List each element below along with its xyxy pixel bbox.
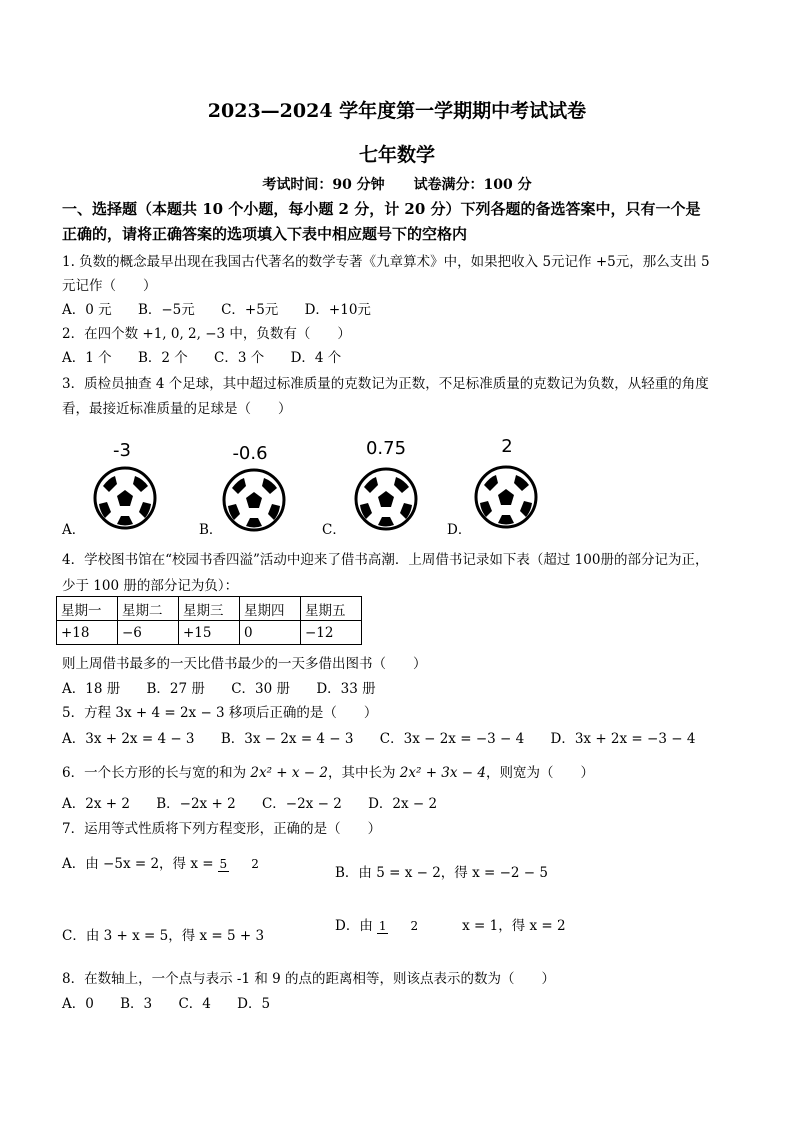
exam-meta <box>0 174 794 194</box>
q3-stem-line2: 看，最接近标准质量的足球是（ ） <box>62 401 292 417</box>
q2-option-d: D．4 个 <box>290 350 342 366</box>
fraction-denominator: 2 <box>410 919 419 933</box>
table-header-cell: 星期一 <box>57 597 118 621</box>
q2-option-b: B．2 个 <box>137 350 188 366</box>
q6-option-c: C．−2x − 2 <box>261 796 342 812</box>
q8-option-c: C．4 <box>178 996 211 1012</box>
q8-option-a: A．0 <box>62 996 94 1012</box>
q7-stem: 7．运用等式性质将下列方程变形，正确的是（ ） <box>62 821 382 837</box>
q1-option-c: C．+5元 <box>221 302 279 318</box>
table-header-cell: 星期二 <box>118 597 179 621</box>
q6-option-a: A．2x + 2 <box>62 796 130 812</box>
q4-option-b: B．27 册 <box>146 681 205 697</box>
exam-score: 试卷满分：100 分 <box>413 177 532 193</box>
section-heading-line2: 正确的，请将正确答案的选项填入下表中相应题号下的空格内 <box>62 225 468 243</box>
ball-b-option: B． <box>199 522 223 538</box>
q1-stem-line2: 元记作（ ） <box>62 278 157 294</box>
table-header-cell: 星期三 <box>179 597 240 621</box>
ball-c-option: C． <box>322 522 346 538</box>
q6-expr-length: 2x² + 3x − 4 <box>399 765 486 781</box>
q7-option-a-fraction <box>218 857 281 872</box>
exam-subtitle: 七年数学 <box>358 144 435 166</box>
q7-option-d-pre: D．由 <box>335 918 373 934</box>
q8-stem: 8．在数轴上，一个点与表示 -1 和 9 的点的距离相等，则该点表示的数为（ ） <box>62 971 555 987</box>
table-cell: −12 <box>301 621 362 645</box>
table-cell: −6 <box>118 621 179 645</box>
q7-option-d-fraction <box>377 919 440 934</box>
table-cell: 0 <box>240 621 301 645</box>
q8-option-b: B．3 <box>120 996 153 1012</box>
q6-option-b: B．−2x + 2 <box>156 796 236 812</box>
q4-option-d: D．33 册 <box>316 681 376 697</box>
q1-option-d: D．+10元 <box>304 302 371 318</box>
q7-option-d-post: x = 1，得 x = 2 <box>462 918 566 934</box>
q6-stem <box>62 761 594 781</box>
fraction-denominator: 2 <box>251 857 259 871</box>
q5-stem: 5．方程 3x + 4 = 2x − 3 移项后正确的是（ ） <box>62 705 378 721</box>
table-header-row <box>57 597 362 621</box>
q4-stem-line3: 则上周借书最多的一天比借书最少的一天多借出图书（ ） <box>62 656 427 672</box>
ball-a-value: -3 <box>113 440 131 461</box>
q6-options <box>62 792 459 812</box>
table-cell: +18 <box>57 621 118 645</box>
table-header-cell: 星期四 <box>240 597 301 621</box>
table-cell: +15 <box>179 621 240 645</box>
q6-suffix: ，则宽为（ ） <box>486 765 594 781</box>
ball-a-option: A． <box>62 522 86 538</box>
q6-prefix: 6．一个长方形的长与宽的和为 <box>62 765 251 781</box>
q8-option-d: D．5 <box>237 996 271 1012</box>
q7-option-b: B．由 5 = x − 2，得 x = −2 − 5 <box>335 865 548 881</box>
q1-options <box>62 298 393 318</box>
q2-options <box>62 346 363 366</box>
soccer-ball-d-icon <box>474 465 538 529</box>
fraction-numerator: 1 <box>378 919 387 933</box>
q5-option-a: A．3x + 2x = 4 − 3 <box>62 731 195 747</box>
q7-option-d <box>335 914 588 934</box>
q7-option-c: C．由 3 + x = 5，得 x = 5 + 3 <box>62 928 265 944</box>
q1-option-b: B．−5元 <box>137 302 195 318</box>
q1-option-a: A．0 元 <box>62 302 112 318</box>
q4-option-a: A．18 册 <box>62 681 121 697</box>
q2-option-a: A．1 个 <box>62 350 112 366</box>
library-table <box>56 596 362 645</box>
soccer-ball-a-icon <box>93 466 157 530</box>
ball-b-value: -0.6 <box>232 443 268 464</box>
q2-option-c: C．3 个 <box>214 350 265 366</box>
section-heading-line1: 一、选择题（本题共 10 个小题，每小题 2 分，计 20 分）下列各题的备选答案中，只有一个是 <box>62 200 701 218</box>
q7-option-a <box>62 852 303 872</box>
ball-c-value: 0.75 <box>365 438 407 459</box>
q5-option-b: B．3x − 2x = 4 − 3 <box>220 731 354 747</box>
q4-stem-line2: 少于 100 册的部分记为负）： <box>62 578 239 594</box>
table-header-cell: 星期五 <box>301 597 362 621</box>
soccer-ball-c-icon <box>354 467 418 531</box>
q8-options <box>62 992 292 1012</box>
q6-mid: ，其中长为 <box>328 765 400 781</box>
exam-time: 考试时间：90 分钟 <box>262 177 385 193</box>
q4-stem-line1: 4．学校图书馆在“校园书香四溢”活动中迎来了借书高潮．上周借书记录如下表（超过 100册的部分记为正， <box>62 552 709 568</box>
q1-stem-line1: 1. 负数的概念最早出现在我国古代著名的数学专著《九章算术》中，如果把收入 5元记作 +5元，那么支出 5 <box>62 254 710 270</box>
q6-expr-sum: 2x² + x − 2 <box>250 765 328 781</box>
q5-option-d: D．3x + 2x = −3 − 4 <box>550 731 696 747</box>
ball-d-value: 2 <box>501 436 513 457</box>
fraction-numerator: 5 <box>219 857 228 871</box>
q5-options <box>62 727 695 747</box>
q2-stem: 2．在四个数 +1, 0, 2, −3 中，负数有（ ） <box>62 326 351 342</box>
q3-stem-line1: 3．质检员抽查 4 个足球，其中超过标准质量的克数记为正数，不足标准质量的克数记为负数，从轻重的角度 <box>62 376 709 392</box>
soccer-ball-b-icon <box>222 468 286 532</box>
ball-d-option: D． <box>447 522 472 538</box>
exam-title: 2023—2024 学年度第一学期期中考试试卷 <box>207 100 587 122</box>
table-row <box>57 621 362 645</box>
q6-option-d: D．2x − 2 <box>368 796 438 812</box>
q4-option-c: C．30 册 <box>231 681 291 697</box>
q5-option-c: C．3x − 2x = −3 − 4 <box>379 731 525 747</box>
q7-option-a-text: A．由 −5x = 2，得 x = <box>62 856 214 872</box>
q4-options <box>62 677 398 697</box>
